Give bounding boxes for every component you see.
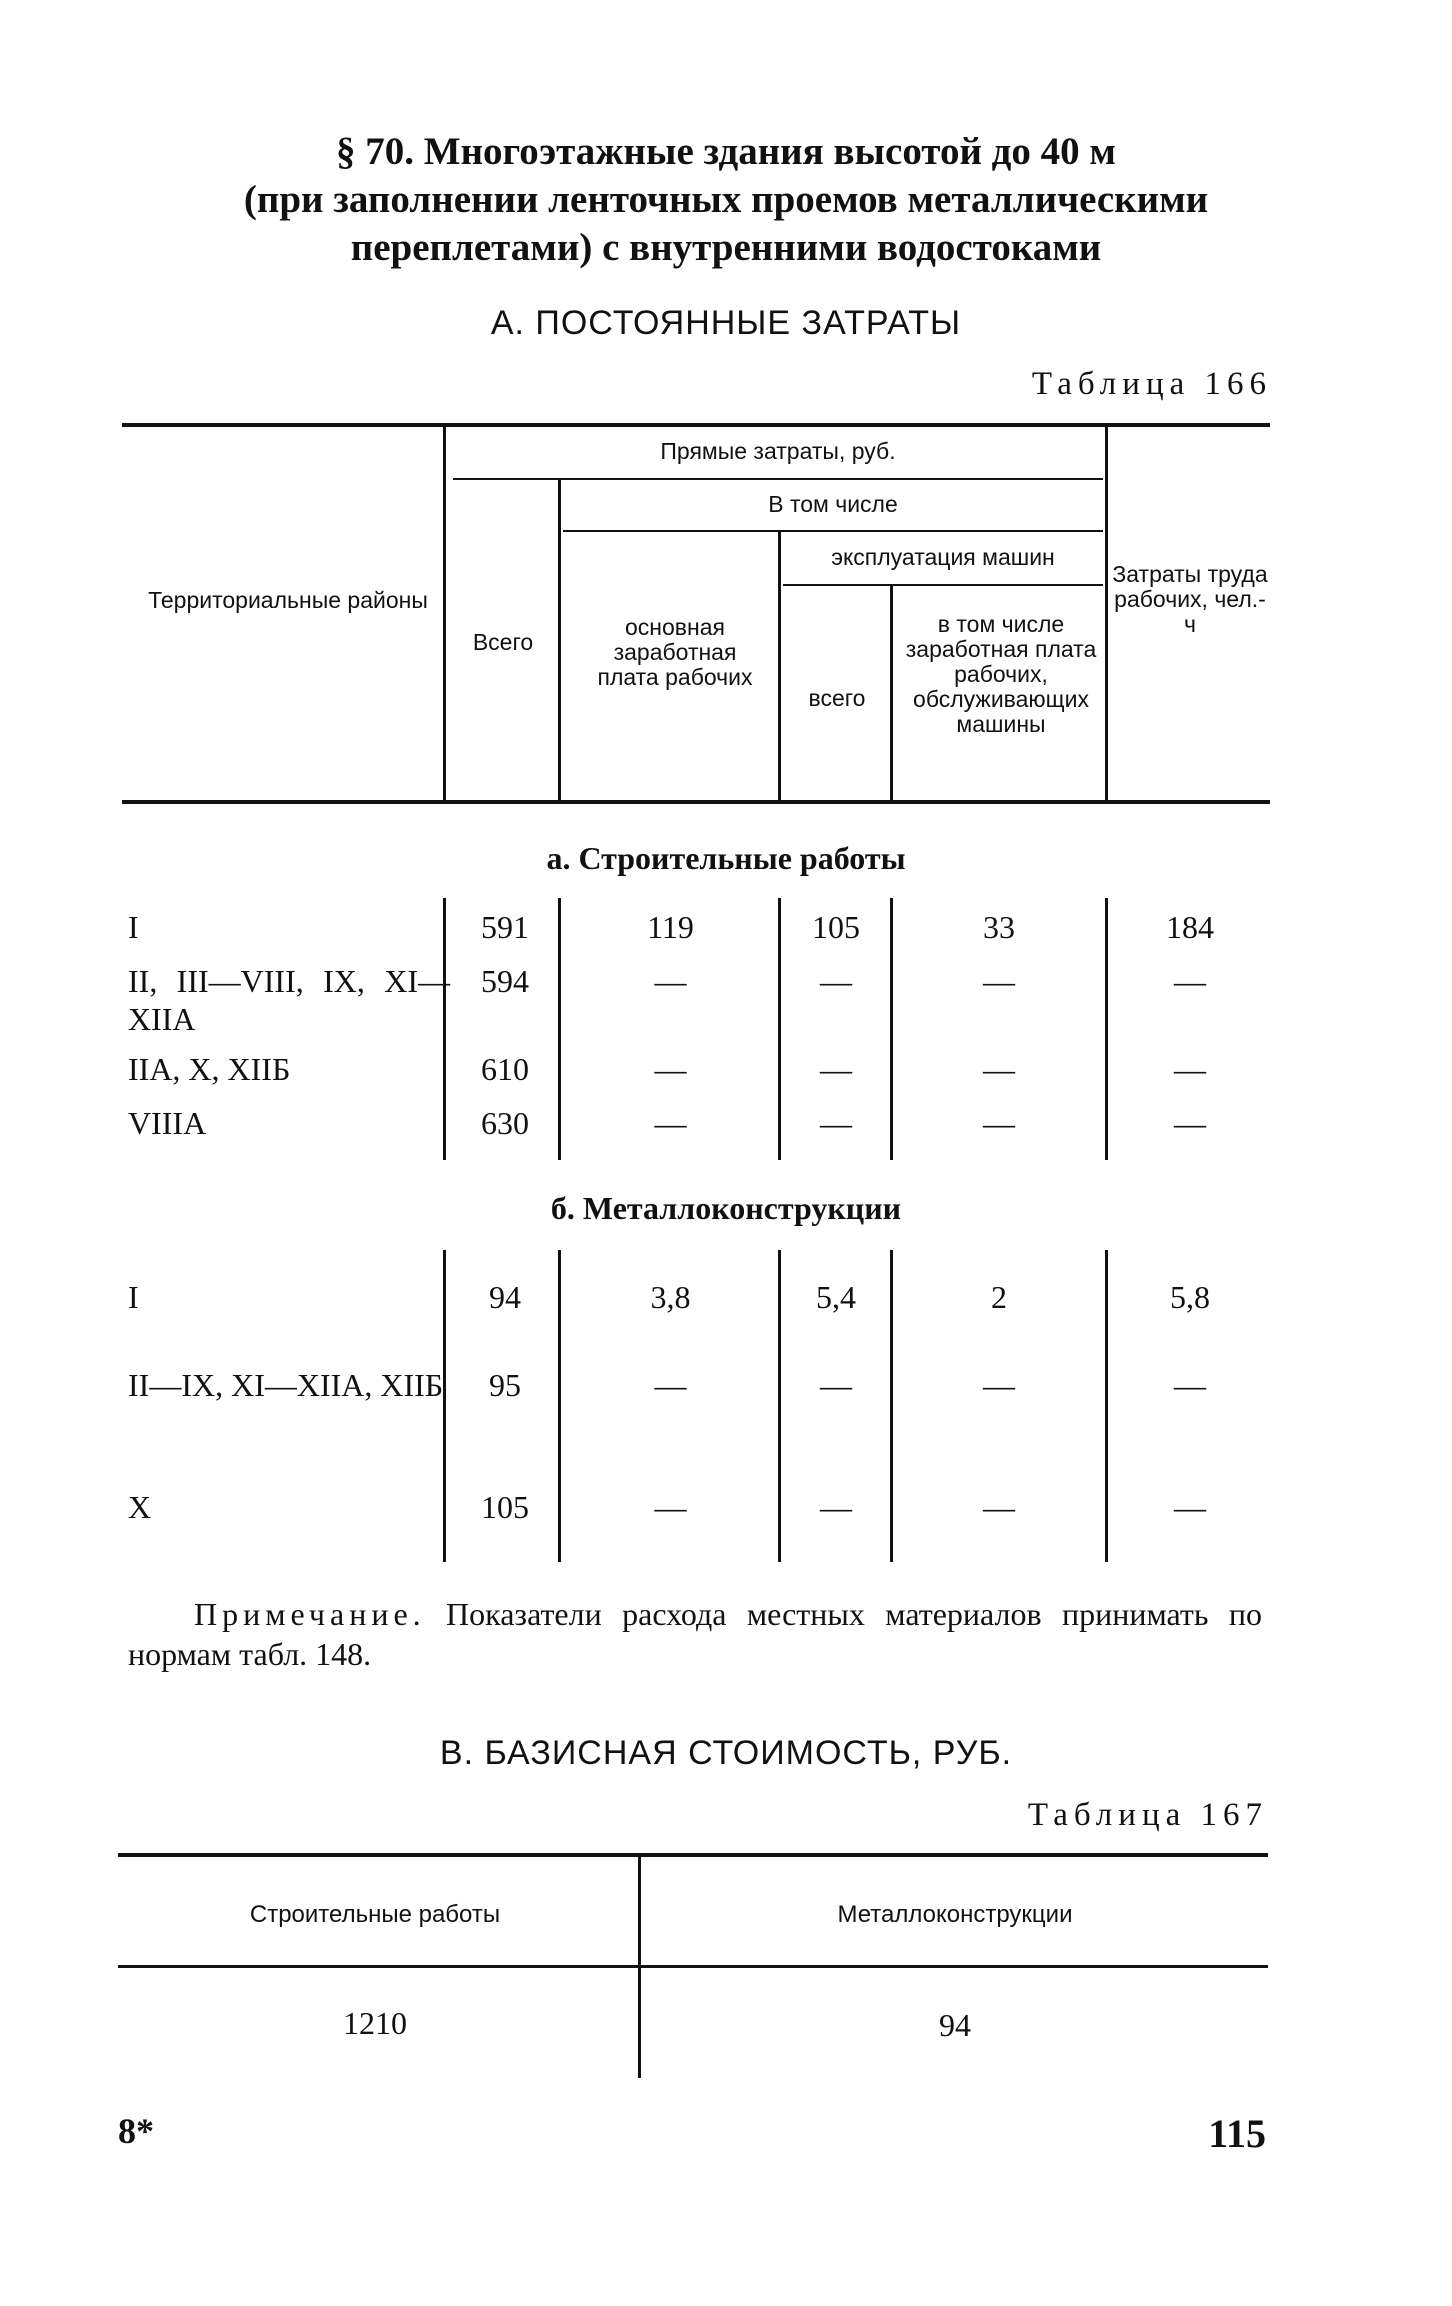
table-166-header-bottom-rule: [122, 800, 1270, 804]
cell-total: 594: [481, 963, 529, 999]
cell-machine-wage: —: [983, 1051, 1015, 1087]
cell-labor: —: [1174, 1105, 1206, 1141]
cell-machine-total: —: [820, 1489, 852, 1525]
note-text: Показатели расхода местных материалов принимать по нормам табл. 148.: [128, 1596, 1263, 1672]
header-rule-machine-ops: [783, 584, 1103, 586]
cell-base-wage: —: [654, 1051, 687, 1087]
cell-total: 610: [481, 1051, 529, 1087]
header-labor: Затраты труда рабочих, чел.-ч: [1112, 561, 1268, 637]
grp-b-vline-2: [558, 1250, 561, 1562]
title-line-1: § 70. Многоэтажные здания высотой до 40 м: [336, 130, 1116, 173]
header-rule-including: [563, 530, 1103, 532]
grp-a-vline-2: [558, 898, 561, 1160]
cell-machine-total: 105: [812, 909, 860, 945]
cell-labor: —: [1174, 1489, 1206, 1525]
grp-b-vline-3: [778, 1250, 781, 1562]
table-167-header-bottom-rule: [118, 1965, 1268, 1968]
cell-labor: 184: [1166, 909, 1214, 945]
header-metal-structures: Металлоконструкции: [837, 1901, 1073, 1928]
cell-labor: —: [1174, 1051, 1206, 1087]
cell-machine-total: 5,4: [816, 1279, 856, 1315]
cell-metal-value: 94: [939, 2007, 971, 2043]
cell-machine-total: —: [820, 963, 852, 999]
grp-b-vline-4: [890, 1250, 893, 1562]
table-167-label: Таблица 167: [1027, 1797, 1268, 1833]
header-direct-costs: Прямые затраты, руб.: [660, 438, 896, 464]
table-167-top-rule: [118, 1853, 1268, 1857]
cell-base-wage: —: [654, 1367, 687, 1403]
row-region: II—IX, XI—XIIA, XIIБ: [128, 1367, 444, 1403]
cell-base-wage: —: [654, 1489, 687, 1525]
header-machine-wage: в том числе заработная плата рабочих, обслуживающих машины: [905, 611, 1097, 737]
cell-machine-total: —: [820, 1367, 852, 1403]
table-166-top-rule: [122, 423, 1270, 427]
title-line-3: переплетами) с внутренними водостоками: [350, 226, 1102, 269]
cell-base-wage: —: [654, 1105, 687, 1141]
group-a-caption: а. Строительные работы: [546, 840, 906, 876]
cell-total: 95: [489, 1367, 521, 1403]
cell-machine-total: —: [820, 1051, 852, 1087]
row-region: IIA, X, XIIБ: [128, 1051, 291, 1087]
cell-machine-wage: —: [983, 963, 1015, 999]
cell-construction-value: 1210: [343, 2005, 407, 2041]
cell-base-wage: 3,8: [650, 1279, 691, 1315]
row-region: VIIIA: [128, 1105, 207, 1141]
hdr-vline-1: [443, 427, 446, 800]
header-rule-direct-costs: [453, 478, 1103, 480]
grp-b-vline-5: [1105, 1250, 1108, 1562]
header-including: В том числе: [768, 491, 898, 517]
cell-total: 94: [489, 1279, 521, 1315]
cell-total: 105: [481, 1489, 529, 1525]
title-line-2: (при заполнении ленточных проемов металлическими: [243, 178, 1209, 221]
hdr-vline-5: [1105, 427, 1108, 800]
signature-mark: 8*: [118, 2111, 154, 2151]
header-machine-ops: эксплуатация машин: [831, 544, 1055, 570]
group-b-caption: б. Металлоконструкции: [550, 1190, 902, 1226]
cell-base-wage: —: [654, 963, 687, 999]
cell-machine-wage: —: [983, 1367, 1015, 1403]
grp-a-vline-4: [890, 898, 893, 1160]
row-region: II, III—VIII, IX, XI—XIIA: [128, 963, 450, 1037]
row-region: X: [128, 1489, 152, 1525]
hdr-vline-3: [778, 532, 781, 800]
cell-labor: —: [1174, 1367, 1206, 1403]
header-construction: Строительные работы: [249, 1901, 501, 1928]
hdr-vline-4: [890, 586, 893, 800]
cell-machine-total: —: [820, 1105, 852, 1141]
header-region: Территориальные районы: [148, 587, 428, 613]
cell-machine-wage: 33: [983, 909, 1015, 945]
table-167-header-vline: [638, 1857, 641, 1965]
cell-total: 630: [481, 1105, 529, 1141]
header-base-wage: основная заработная плата рабочих: [597, 614, 753, 690]
cell-machine-wage: 2: [991, 1279, 1007, 1315]
cell-labor: 5,8: [1170, 1279, 1210, 1315]
cell-total: 591: [481, 909, 529, 945]
section-title: [0, 128, 1452, 272]
table-167-body-vline: [638, 1968, 641, 2078]
grp-a-vline-5: [1105, 898, 1108, 1160]
cell-base-wage: 119: [647, 909, 694, 945]
header-total: Всего: [472, 629, 534, 655]
cell-labor: —: [1174, 963, 1206, 999]
page-number: 115: [1208, 2111, 1266, 2156]
section-b-heading: В. БАЗИСНАЯ СТОИМОСТЬ, РУБ.: [439, 1734, 1013, 1772]
hdr-vline-2: [558, 480, 561, 800]
grp-a-vline-3: [778, 898, 781, 1160]
cell-machine-wage: —: [983, 1105, 1015, 1141]
row-region: I: [128, 909, 139, 945]
cell-machine-wage: —: [983, 1489, 1015, 1525]
row-region: I: [128, 1279, 139, 1315]
table-166-label: Таблица 166: [1031, 366, 1272, 402]
header-machine-total: всего: [808, 685, 866, 711]
section-a-heading: А. ПОСТОЯННЫЕ ЗАТРАТЫ: [490, 304, 962, 342]
note-heading: Примечание.: [194, 1596, 426, 1632]
table-note: [128, 1594, 1262, 1674]
